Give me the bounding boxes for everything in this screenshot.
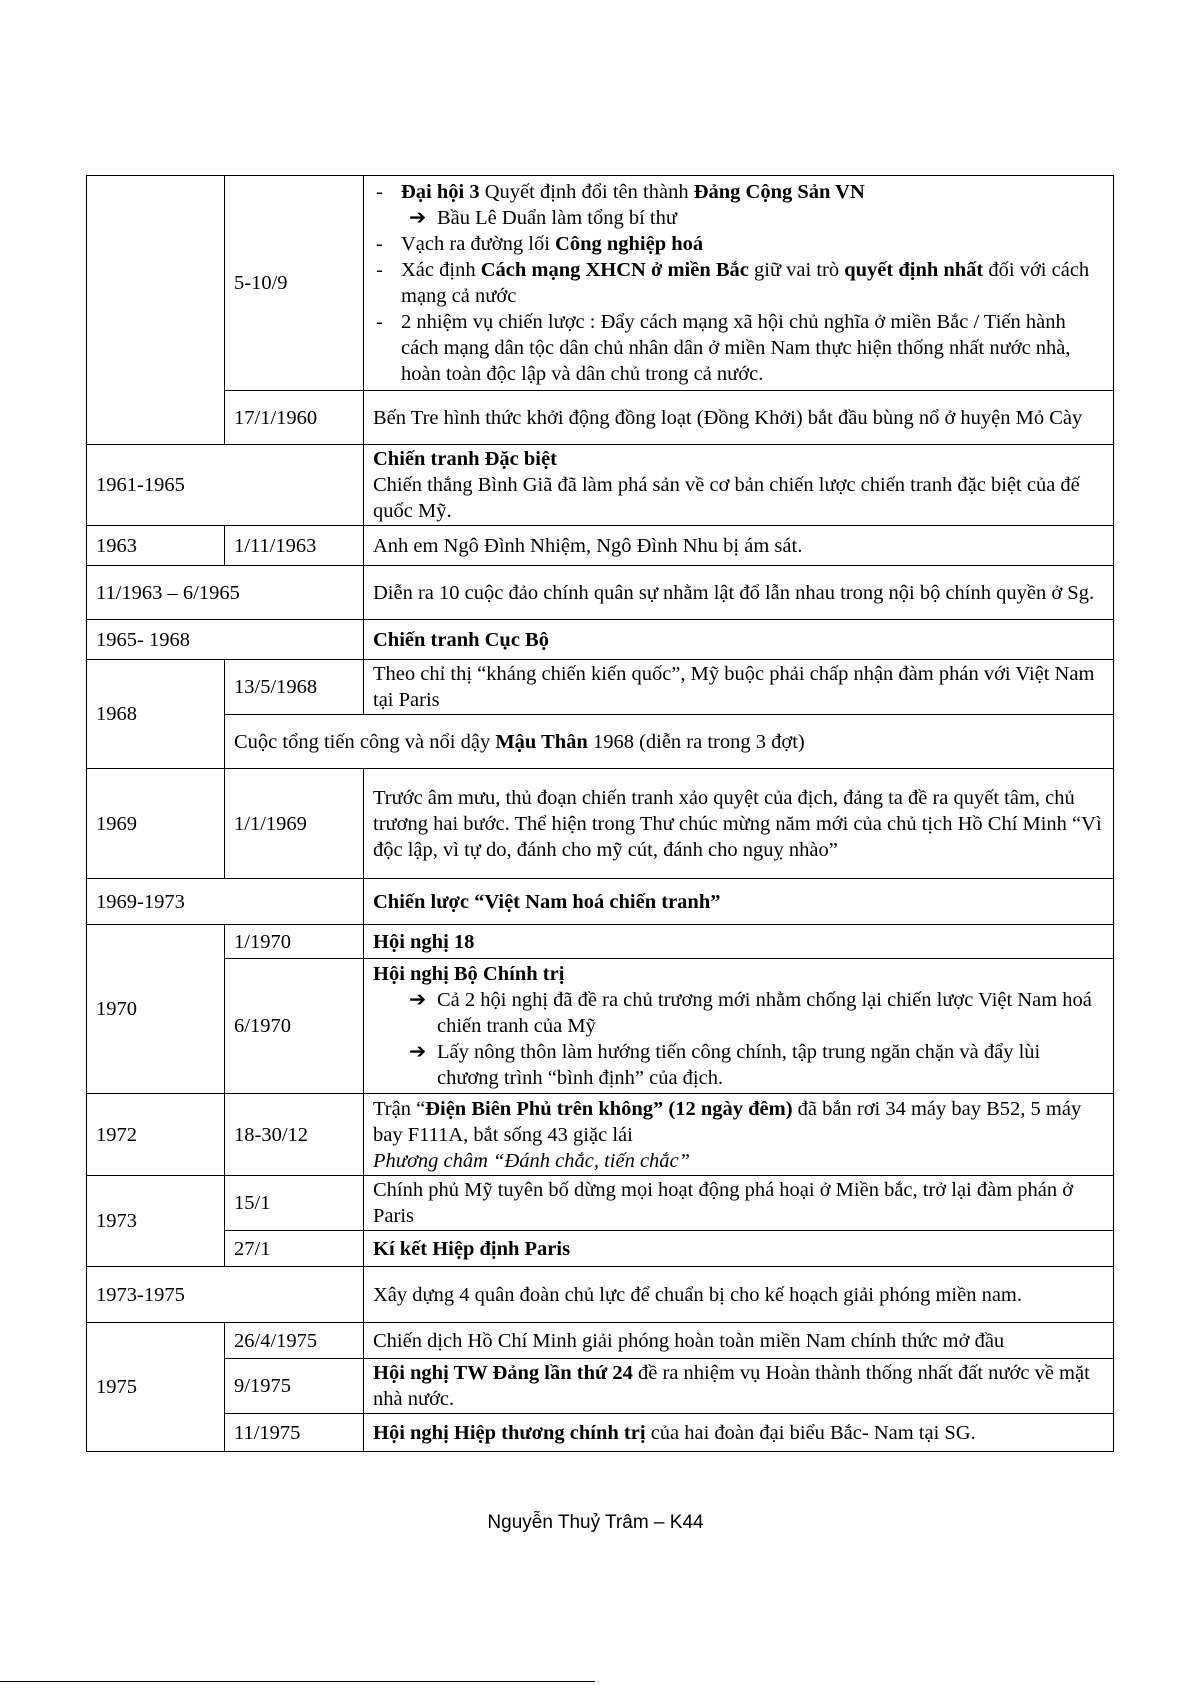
- period-cell: 1973-1975: [87, 1267, 364, 1323]
- table-row: [87, 1323, 1114, 1359]
- event-cell: Kí kết Hiệp định Paris: [364, 1231, 1114, 1267]
- event-cell: Cuộc tổng tiến công và nổi dậy Mậu Thân 1968 (diễn ra trong 3 đợt): [225, 715, 1114, 769]
- timeline-document: [86, 175, 1113, 1452]
- event-cell: Diễn ra 10 cuộc đảo chính quân sự nhằm lật đổ lẫn nhau trong nội bộ chính quyền ở Sg.: [364, 566, 1114, 620]
- date-cell: 1/1/1969: [225, 769, 364, 879]
- timeline-table: [86, 175, 1114, 1452]
- table-row: [87, 1176, 1114, 1231]
- period-cell: 11/1963 – 6/1965: [87, 566, 364, 620]
- year-cell: 1969: [87, 769, 225, 879]
- year-cell: 1973: [87, 1176, 225, 1267]
- event-cell: Chiến tranh Đặc biệt Chiến thắng Bình Giã đã làm phá sản về cơ bản chiến lược chiến tranh đặc biệt của đế quốc Mỹ.: [364, 445, 1114, 526]
- event-cell: Hội nghị Hiệp thương chính trị của hai đoàn đại biểu Bắc- Nam tại SG.: [364, 1414, 1114, 1452]
- date-cell: 11/1975: [225, 1414, 364, 1452]
- date-cell: 26/4/1975: [225, 1323, 364, 1359]
- table-row: [87, 1231, 1114, 1267]
- event-cell: Xây dựng 4 quân đoàn chủ lực để chuẩn bị cho kế hoạch giải phóng miền nam.: [364, 1267, 1114, 1323]
- table-row: [87, 526, 1114, 566]
- table-row: [87, 1414, 1114, 1452]
- right-arrow-icon: ➔: [409, 207, 427, 229]
- footnote-divider: [0, 1681, 595, 1682]
- table-row: [87, 1267, 1114, 1323]
- event-cell: Hội nghị TW Đảng lần thứ 24 đề ra nhiệm vụ Hoàn thành thống nhất đất nước về mặt nhà nước.: [364, 1359, 1114, 1414]
- event-cell: Bến Tre hình thức khởi động đồng loạt (Đồng Khởi) bắt đầu bùng nổ ở huyện Mỏ Cày: [364, 391, 1114, 445]
- table-row: [87, 925, 1114, 959]
- table-row: [87, 715, 1114, 769]
- event-cell: Anh em Ngô Đình Nhiệm, Ngô Đình Nhu bị ám sát.: [364, 526, 1114, 566]
- event-cell: Chiến dịch Hồ Chí Minh giải phóng hoàn toàn miền Nam chính thức mở đầu: [364, 1323, 1114, 1359]
- table-row: [87, 1094, 1114, 1176]
- date-cell: 1/11/1963: [225, 526, 364, 566]
- table-row: [87, 176, 1114, 391]
- date-cell: 5-10/9: [225, 176, 364, 391]
- table-row: [87, 445, 1114, 526]
- table-row: [87, 879, 1114, 925]
- date-cell: 17/1/1960: [225, 391, 364, 445]
- table-row: [87, 660, 1114, 715]
- list-item: - Xác định Cách mạng XHCN ở miền Bắc giữ vai trò quyết định nhất đối với cách mạng cả nước: [373, 257, 1105, 309]
- table-row: [87, 620, 1114, 660]
- year-cell: 1975: [87, 1323, 225, 1452]
- event-cell: Trước âm mưu, thủ đoạn chiến tranh xảo quyệt của địch, đảng ta đề ra quyết tâm, chủ trương hai bước. Thể hiện trong Thư chúc mừng năm mới của chủ tịch Hồ Chí Minh “Vì độc lập, vì tự do, đánh cho mỹ cút, đánh cho nguỵ nhào”: [364, 769, 1114, 879]
- period-cell: 1969-1973: [87, 879, 364, 925]
- date-cell: 6/1970: [225, 959, 364, 1094]
- date-cell: 27/1: [225, 1231, 364, 1267]
- table-row: [87, 769, 1114, 879]
- event-cell: [364, 176, 1114, 391]
- year-cell: 1968: [87, 660, 225, 769]
- event-cell: Hội nghị 18: [364, 925, 1114, 959]
- list-item: - Đại hội 3 Quyết định đổi tên thành Đảng Cộng Sản VN: [373, 179, 1105, 205]
- list-item: ➔ Bầu Lê Duẩn làm tổng bí thư: [409, 207, 677, 229]
- year-cell: 1972: [87, 1094, 225, 1176]
- table-row: [87, 1359, 1114, 1414]
- table-row: [87, 959, 1114, 1094]
- date-cell: 18-30/12: [225, 1094, 364, 1176]
- date-cell: 9/1975: [225, 1359, 364, 1414]
- year-cell: 1963: [87, 526, 225, 566]
- page-footer: Nguyễn Thuỷ Trâm – K44: [487, 1512, 704, 1533]
- event-cell: Chiến lược “Việt Nam hoá chiến tranh”: [364, 879, 1114, 925]
- right-arrow-icon: ➔: [409, 989, 427, 1011]
- right-arrow-icon: ➔: [409, 1041, 427, 1063]
- year-cell: 1970: [87, 925, 225, 1094]
- event-cell: Hội nghị Bộ Chính trị ➔ Cả 2 hội nghị đã đề ra chủ trương mới nhằm chống lại chiến lược Việt Nam hoá chiến tranh của Mỹ ➔ Lấy nông thôn làm hướng tiến công chính, tập trung ngăn chặn và đẩy lùi chương trình “bình định” của địch.: [364, 959, 1114, 1094]
- list-item: ➔ Cả 2 hội nghị đã đề ra chủ trương mới nhằm chống lại chiến lược Việt Nam hoá chiến tranh của Mỹ: [409, 989, 1092, 1037]
- event-cell: Chiến tranh Cục Bộ: [364, 620, 1114, 660]
- period-cell: 1961-1965: [87, 445, 364, 526]
- year-cell: [87, 176, 225, 445]
- list-item: - Vạch ra đường lối Công nghiệp hoá: [373, 231, 1105, 257]
- list-item: - 2 nhiệm vụ chiến lược : Đẩy cách mạng xã hội chủ nghĩa ở miền Bắc / Tiến hành cách mạng dân tộc dân chủ nhân dân ở miền Nam thực hiện thống nhất nước nhà, hoàn toàn độc lập và dân chủ trong cả nước.: [373, 309, 1105, 387]
- date-cell: 1/1970: [225, 925, 364, 959]
- event-cell: Trận “Điện Biên Phủ trên không” (12 ngày đêm) đã bắn rơi 34 máy bay B52, 5 máy bay F111A, bắt sống 43 giặc lái Phương châm “Đánh chắc, tiến chắc”: [364, 1094, 1114, 1176]
- table-row: [87, 391, 1114, 445]
- date-cell: 13/5/1968: [225, 660, 364, 715]
- date-cell: 15/1: [225, 1176, 364, 1231]
- event-cell: Chính phủ Mỹ tuyên bố dừng mọi hoạt động phá hoại ở Miền bắc, trở lại đàm phán ở Paris: [364, 1176, 1114, 1231]
- table-row: [87, 566, 1114, 620]
- period-cell: 1965- 1968: [87, 620, 364, 660]
- event-cell: Theo chỉ thị “kháng chiến kiến quốc”, Mỹ buộc phải chấp nhận đàm phán với Việt Nam tại Paris: [364, 660, 1114, 715]
- list-item: ➔ Lấy nông thôn làm hướng tiến công chính, tập trung ngăn chặn và đẩy lùi chương trình “bình định” của địch.: [409, 1041, 1041, 1089]
